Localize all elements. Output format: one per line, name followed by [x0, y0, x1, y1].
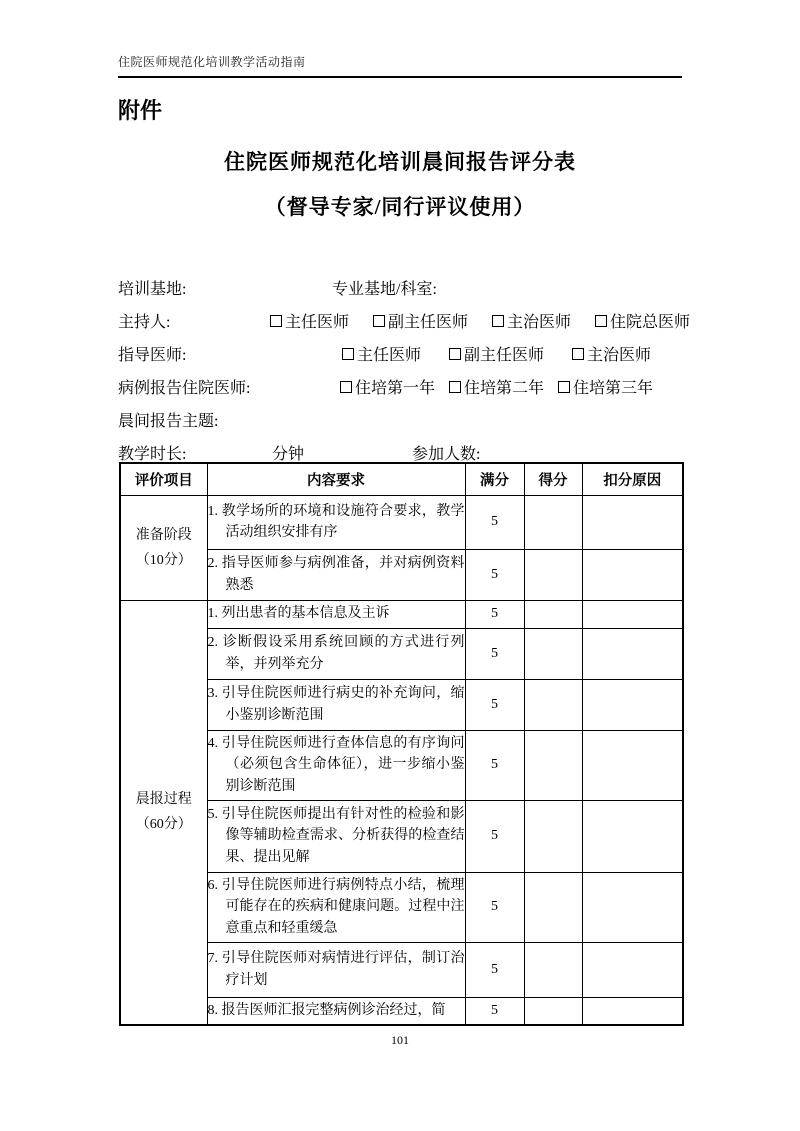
score-cell [524, 800, 582, 872]
deduction-cell [582, 679, 683, 730]
score-cell [524, 495, 582, 549]
deduction-cell [582, 730, 683, 800]
specialty-base-label: 专业基地/科室: [332, 281, 437, 298]
host-option-label: 主任医师 [285, 314, 350, 331]
item-cell [207, 730, 465, 800]
reporter-option-label: 住培第二年 [464, 380, 545, 397]
header-full-score: 满分 [465, 463, 524, 495]
host-option-label: 副主任医师 [388, 314, 469, 331]
score-cell [524, 942, 582, 997]
checkbox-icon[interactable] [449, 381, 461, 393]
item-text: 7. 引导住院医师对病情进行评估，制订治疗计划 [207, 951, 465, 988]
deduction-cell [582, 495, 683, 549]
deduction-cell [582, 628, 683, 679]
score-cell [524, 549, 582, 600]
reporter-option-label: 住培第一年 [355, 380, 436, 397]
score-cell [524, 600, 582, 628]
running-header: 住院医师规范化培训教学活动指南 [118, 53, 682, 78]
table-header-row [120, 463, 683, 495]
reporter-option-2 [449, 375, 544, 398]
document-title: 住院医师规范化培训晨间报告评分表 [224, 150, 576, 174]
instructor-label: 指导医师: [118, 347, 187, 364]
host-option-4 [595, 309, 690, 332]
header-eval-item: 评价项目 [120, 463, 207, 495]
checkbox-icon[interactable] [373, 315, 385, 327]
item-text: 1. 教学场所的环境和设施符合要求，教学活动组织安排有序 [207, 503, 465, 540]
scoring-table [119, 462, 684, 1026]
duration-label: 教学时长: [118, 446, 187, 463]
header-content-req: 内容要求 [207, 463, 465, 495]
header-deduction: 扣分原因 [582, 463, 683, 495]
reporter-option-label: 住培第三年 [573, 380, 654, 397]
score-cell [524, 872, 582, 942]
item-cell [207, 628, 465, 679]
host-label: 主持人: [118, 314, 171, 331]
document-subtitle: （督导专家/同行评议使用） [264, 195, 536, 219]
full-score-cell: 5 [465, 730, 524, 800]
item-cell [207, 549, 465, 600]
reporter-options [340, 375, 653, 398]
item-text: 3. 引导住院医师进行病史的补充询问，缩小鉴别诊断范围 [207, 686, 465, 723]
item-cell [207, 600, 465, 628]
instructor-option-3 [572, 342, 651, 365]
host-options [270, 309, 690, 332]
table-row [120, 600, 683, 628]
score-cell [524, 679, 582, 730]
reporter-option-1 [340, 375, 435, 398]
full-score-cell: 5 [465, 800, 524, 872]
instructor-option-2 [449, 342, 544, 365]
instructor-option-1 [342, 342, 421, 365]
host-option-label: 主治医师 [507, 314, 572, 331]
checkbox-icon[interactable] [558, 381, 570, 393]
score-cell [524, 730, 582, 800]
header-score: 得分 [524, 463, 582, 495]
checkbox-icon[interactable] [572, 348, 584, 360]
instructor-option-label: 主治医师 [587, 347, 652, 364]
item-cell [207, 800, 465, 872]
full-score-cell: 5 [465, 600, 524, 628]
duration-unit-label: 分钟 [272, 446, 305, 463]
checkbox-icon[interactable] [340, 381, 352, 393]
instructor-option-label: 副主任医师 [464, 347, 545, 364]
checkbox-icon[interactable] [270, 315, 282, 327]
group-name: 准备阶段 [135, 527, 192, 543]
table-row [120, 495, 683, 549]
deduction-cell [582, 600, 683, 628]
host-option-label: 住院总医师 [610, 314, 691, 331]
host-option-1 [270, 309, 349, 332]
score-cell [524, 628, 582, 679]
item-text: 2. 指导医师参与病例准备，并对病例资料熟悉 [207, 556, 465, 593]
deduction-cell [582, 942, 683, 997]
full-score-cell: 5 [465, 997, 524, 1025]
host-option-2 [373, 309, 468, 332]
page-number: 101 [391, 1033, 409, 1047]
group-label-morning-report [120, 600, 207, 1025]
checkbox-icon[interactable] [492, 315, 504, 327]
group-score-note: （10分） [135, 552, 192, 568]
score-cell [524, 997, 582, 1025]
full-score-cell: 5 [465, 495, 524, 549]
item-cell [207, 679, 465, 730]
training-base-label: 培训基地: [118, 281, 187, 298]
deduction-cell [582, 800, 683, 872]
instructor-options [342, 342, 651, 365]
item-cell [207, 495, 465, 549]
full-score-cell: 5 [465, 679, 524, 730]
item-cell [207, 997, 465, 1025]
item-text: 2. 诊断假设采用系统回顾的方式进行列举，并列举充分 [207, 635, 465, 672]
item-text: 4. 引导住院医师进行查体信息的有序询问（必须包含生命体征），进一步缩小鉴别诊断范围 [207, 735, 465, 794]
host-option-3 [492, 309, 571, 332]
meta-row-duration [0, 441, 800, 463]
meta-row-instructor [0, 342, 800, 364]
meta-row-training-base [0, 276, 800, 298]
item-cell [207, 942, 465, 997]
meta-row-reporter [0, 375, 800, 397]
reporter-label: 病例报告住院医师: [118, 380, 251, 397]
meta-row-topic [0, 408, 800, 430]
checkbox-icon[interactable] [342, 348, 354, 360]
full-score-cell: 5 [465, 872, 524, 942]
item-text: 5. 引导住院医师提出有针对性的检验和影像等辅助检查需求、分析获得的检查结果、提出见解 [207, 806, 465, 865]
full-score-cell: 5 [465, 628, 524, 679]
item-text: 6. 引导住院医师进行病例特点小结，梳理可能存在的疾病和健康问题。过程中注意重点和轻重缓急 [207, 877, 465, 936]
participants-label: 参加人数: [412, 446, 481, 463]
instructor-option-label: 主任医师 [357, 347, 422, 364]
full-score-cell: 5 [465, 942, 524, 997]
checkbox-icon[interactable] [449, 348, 461, 360]
deduction-cell [582, 997, 683, 1025]
group-score-note: （60分） [135, 817, 192, 833]
deduction-cell [582, 549, 683, 600]
full-score-cell: 5 [465, 549, 524, 600]
item-text: 8. 报告医师汇报完整病例诊治经过，简 [207, 1003, 446, 1018]
group-name: 晨报过程 [135, 792, 192, 808]
topic-label: 晨间报告主题: [118, 413, 219, 430]
meta-row-host [0, 309, 800, 331]
checkbox-icon[interactable] [595, 315, 607, 327]
item-text: 1. 列出患者的基本信息及主诉 [207, 606, 390, 622]
reporter-option-3 [558, 375, 653, 398]
attachment-label: 附件 [118, 98, 163, 123]
group-label-preparation [120, 495, 207, 600]
item-cell [207, 872, 465, 942]
deduction-cell [582, 872, 683, 942]
